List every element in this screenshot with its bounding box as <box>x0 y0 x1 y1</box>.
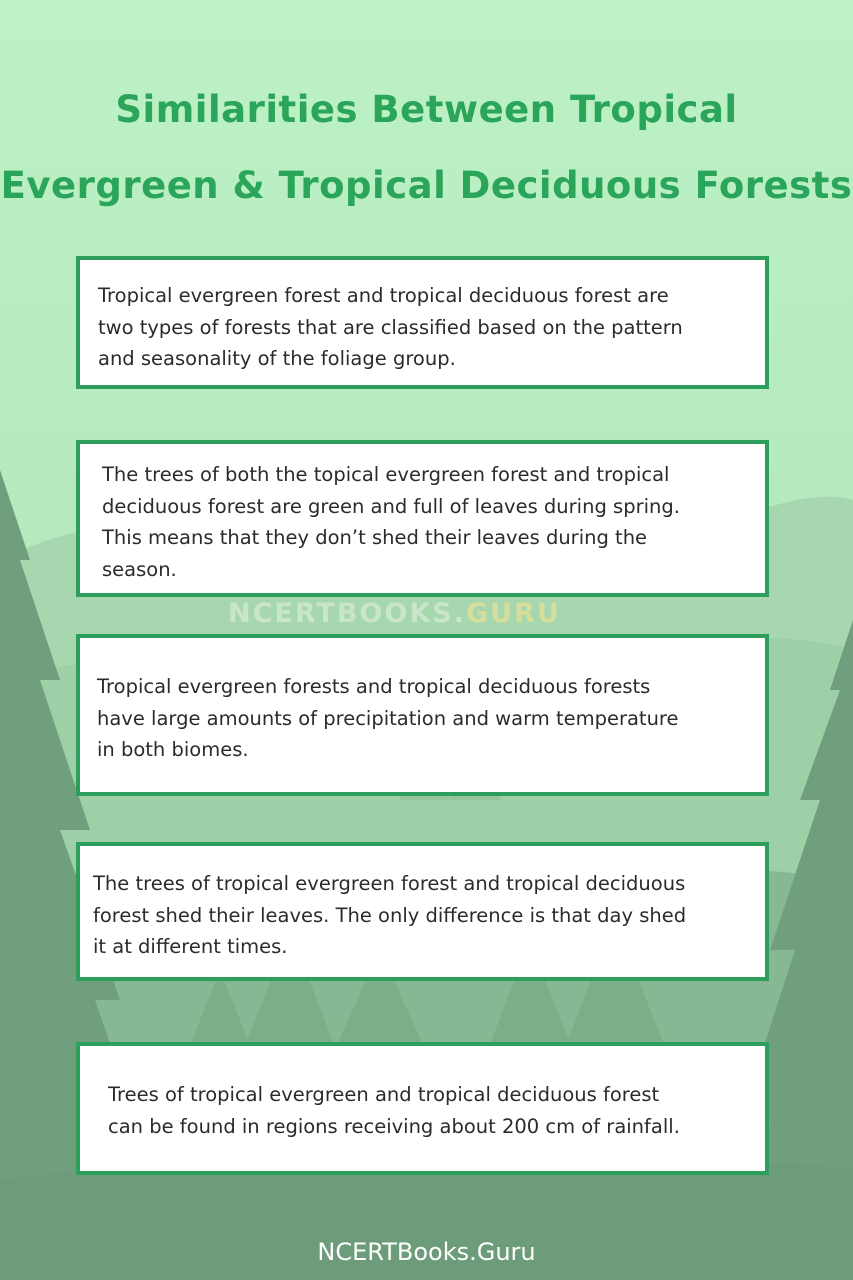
title-line-2: Evergreen & Tropical Deciduous Forests <box>0 164 853 207</box>
card-line: can be found in regions receiving about 200 cm of rainfall. <box>108 1114 680 1138</box>
similarity-card-1 <box>76 256 769 389</box>
card-text <box>102 459 755 585</box>
card-line: forest shed their leaves. The only difference is that day shed <box>93 903 687 927</box>
card-text <box>97 671 755 766</box>
watermark-accent: GURU <box>465 598 561 629</box>
page-title <box>0 72 853 224</box>
card-line: and seasonality of the foliage group. <box>98 347 456 370</box>
card-line: in both biomes. <box>97 738 249 761</box>
watermark <box>228 598 561 629</box>
similarity-card-5 <box>76 1042 769 1175</box>
card-line: it at different times. <box>93 935 288 958</box>
title-line-1: Similarities Between Tropical <box>115 88 738 131</box>
card-line: two types of forests that are classified based on the pattern <box>98 315 683 339</box>
card-line: Tropical evergreen forest and tropical deciduous forest are <box>98 284 669 307</box>
card-text <box>93 868 759 963</box>
similarity-card-4 <box>76 842 769 981</box>
card-line: season. <box>102 557 177 581</box>
card-line: Tropical evergreen forests and tropical deciduous forests <box>97 675 651 698</box>
card-text <box>98 280 755 375</box>
watermark-main: NCERTBOOKS. <box>228 598 466 629</box>
footer-site-name: NCERTBooks.Guru <box>317 1238 536 1266</box>
card-line: deciduous forest are green and full of leaves during spring. <box>102 494 680 518</box>
card-line: The trees of both the topical evergreen forest and tropical <box>102 463 670 486</box>
card-line: The trees of tropical evergreen forest and tropical deciduous <box>93 872 686 895</box>
card-line: This means that they don’t shed their leaves during the <box>102 526 648 549</box>
card-line: Trees of tropical evergreen and tropical deciduous forest <box>108 1083 660 1106</box>
card-text <box>108 1079 755 1142</box>
similarity-card-3 <box>76 634 769 796</box>
card-line: have large amounts of precipitation and warm temperature <box>97 706 679 730</box>
similarity-card-2 <box>76 440 769 597</box>
